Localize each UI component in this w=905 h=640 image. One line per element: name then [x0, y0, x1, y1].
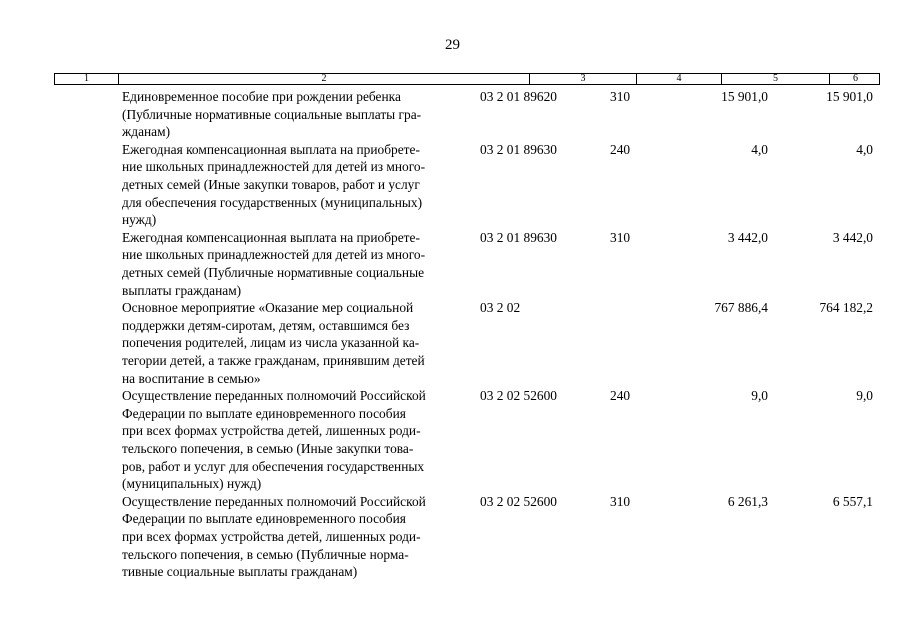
row-value-6: 15 901,0: [826, 89, 873, 104]
row-name-line: детных семей (Иные закупки товаров, работ и услуг: [122, 176, 420, 192]
row-name: [122, 387, 472, 493]
row-type: 240: [610, 388, 631, 404]
row-name-line: тивные социальные выплаты гражданам): [122, 564, 358, 580]
row-name-line: Единовременное пособие при рождении ребенка: [122, 89, 401, 104]
row-name-line: ров, работ и услуг для обеспечения государственных: [122, 458, 425, 474]
row-code: 03 2 02: [480, 300, 521, 316]
row-value-6: 3 442,0: [832, 229, 873, 245]
table-header-row: [54, 73, 880, 85]
row-type: 310: [610, 229, 631, 245]
row-name: [122, 141, 472, 229]
row-type: 310: [610, 89, 631, 104]
row-value-6: 764 182,2: [819, 300, 873, 316]
row-name-line: для обеспечения государственных (муниципальных): [122, 194, 423, 210]
row-name-line: (муниципальных) нужд): [122, 476, 262, 492]
row-name-line: (Публичные нормативные социальные выплаты гра-: [122, 106, 422, 122]
row-name-line: выплаты гражданам): [122, 282, 242, 298]
row-name-line: Осуществление переданных полномочий Российской: [122, 493, 426, 509]
row-name-line: ние школьных принадлежностей для детей из много-: [122, 159, 426, 175]
row-name: [122, 88, 472, 141]
header-col-1: 1: [84, 73, 89, 84]
row-name-line: при всех формах устройства детей, лишенных роди-: [122, 423, 421, 439]
row-value-5: 15 901,0: [721, 89, 768, 104]
row-name-line: поддержки детям-сиротам, детям, оставшимся без: [122, 317, 410, 333]
row-code: 03 2 01 89630: [480, 229, 557, 245]
row-name-line: при всех формах устройства детей, лишенных роди-: [122, 528, 421, 544]
row-name-line: Основное мероприятие «Оказание мер социальной: [122, 300, 414, 316]
row-name-line: Ежегодная компенсационная выплата на приобрете-: [122, 141, 420, 157]
row-name-line: жданам): [122, 124, 171, 140]
row-name: [122, 493, 472, 581]
row-value-5: 4,0: [751, 141, 768, 157]
row-value-6: 6 557,1: [832, 493, 873, 509]
row-code: 03 2 01 89630: [480, 141, 557, 157]
row-name: [122, 229, 472, 299]
header-col-2: 2: [118, 74, 529, 84]
row-type: 240: [610, 141, 631, 157]
row-name-line: тельского попечения, в семью (Публичные норма-: [122, 546, 409, 562]
header-col-3: 3: [529, 74, 636, 84]
row-value-6: 4,0: [856, 141, 873, 157]
header-col-4: 4: [636, 74, 721, 84]
row-value-5: 9,0: [751, 388, 768, 404]
page-number: 29: [445, 37, 460, 53]
row-name-line: Федерации по выплате единовременного пособия: [122, 511, 406, 527]
row-name: [122, 299, 472, 387]
row-name-line: тегории детей, а также гражданам, принявшим детей: [122, 352, 425, 368]
row-name-line: Осуществление переданных полномочий Российской: [122, 388, 426, 404]
header-col-6: 6: [829, 74, 881, 84]
row-name-line: тельского попечения, в семью (Иные закупки това-: [122, 440, 414, 456]
row-value-5: 767 886,4: [714, 300, 768, 316]
row-code: 03 2 01 89620: [480, 89, 557, 104]
row-name-line: нужд): [122, 212, 157, 228]
row-value-5: 3 442,0: [727, 229, 768, 245]
row-code: 03 2 02 52600: [480, 388, 557, 404]
row-value-6: 9,0: [856, 388, 873, 404]
row-name-line: детных семей (Публичные нормативные социальные: [122, 264, 425, 280]
row-name-line: попечения родителей, лицам из числа указанной ка-: [122, 335, 420, 351]
row-name-line: Федерации по выплате единовременного пособия: [122, 405, 406, 421]
row-code: 03 2 02 52600: [480, 493, 557, 509]
row-name-line: на воспитание в семью»: [122, 370, 261, 386]
row-name-line: ние школьных принадлежностей для детей из много-: [122, 247, 426, 263]
row-value-5: 6 261,3: [727, 493, 768, 509]
row-name-line: Ежегодная компенсационная выплата на приобрете-: [122, 229, 420, 245]
header-col-5: 5: [721, 74, 829, 84]
row-type: 310: [610, 493, 631, 509]
